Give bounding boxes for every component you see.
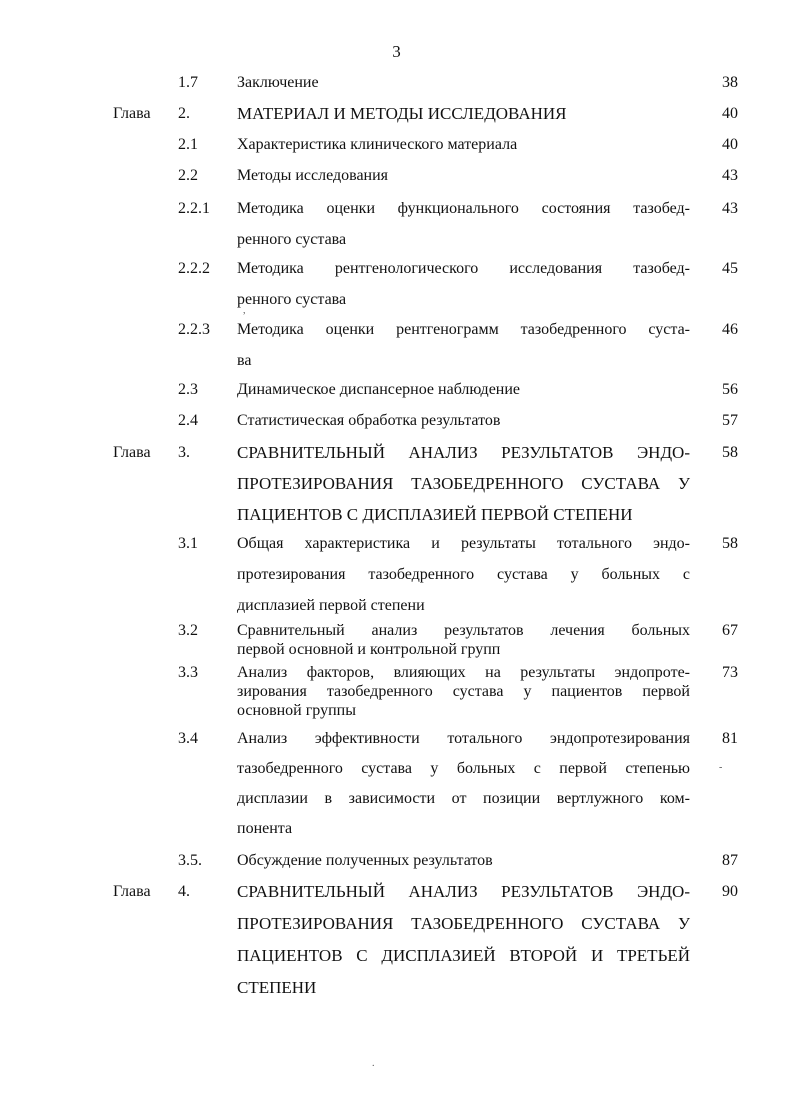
section-title xyxy=(237,253,690,315)
scan-mark: - xyxy=(719,762,723,773)
section-number: 3.5. xyxy=(178,852,202,869)
page-reference: 57 xyxy=(722,412,738,429)
section-number: 2.3 xyxy=(178,381,198,398)
section-title xyxy=(237,193,690,255)
chapter-prefix: Глава xyxy=(113,883,151,900)
section-number: 2.2.3 xyxy=(178,321,210,338)
page-reference: 45 xyxy=(722,260,738,277)
title-line: Анализ факторов, влияющих на результаты эндопроте- xyxy=(237,664,690,681)
title-line: Методика оценки рентгенограмм тазобедренного суста- xyxy=(237,321,690,338)
page-reference: 43 xyxy=(722,167,738,184)
section-number: 1.7 xyxy=(178,74,198,91)
section-title xyxy=(237,314,690,376)
section-number: 3.4 xyxy=(178,730,198,747)
title-line: дисплазией первой степени xyxy=(237,597,425,614)
page-reference: 58 xyxy=(722,535,738,552)
title-line: дисплазии в зависимости от позиции вертлужного ком- xyxy=(237,790,690,807)
page-reference: 40 xyxy=(722,136,738,153)
section-title xyxy=(237,130,690,160)
section-number: 2.4 xyxy=(178,412,198,429)
section-title xyxy=(237,68,690,98)
title-line: Статистическая обработка результатов xyxy=(237,412,501,429)
chapter-prefix: Глава xyxy=(113,444,151,461)
page-reference: 73 xyxy=(722,664,738,681)
title-line: Характеристика клинического материала xyxy=(237,136,518,153)
page-reference: 46 xyxy=(722,321,738,338)
title-line: ПРОТЕЗИРОВАНИЯ ТАЗОБЕДРЕННОГО СУСТАВА У xyxy=(237,914,690,933)
title-line: СРАВНИТЕЛЬНЫЙ АНАЛИЗ РЕЗУЛЬТАТОВ ЭНДО- xyxy=(237,882,690,901)
page-reference: 67 xyxy=(722,622,738,639)
title-line: Методика оценки функционального состояния тазобед- xyxy=(237,200,690,217)
section-title xyxy=(237,663,690,720)
section-title xyxy=(237,621,690,659)
title-line: понента xyxy=(237,820,293,837)
section-number: 3.2 xyxy=(178,622,198,639)
page-reference: 90 xyxy=(722,883,738,900)
title-line: ренного сустава xyxy=(237,231,347,248)
section-number: 2.2 xyxy=(178,167,198,184)
section-title xyxy=(237,528,690,621)
section-number: 3.1 xyxy=(178,535,198,552)
title-line: Методика рентгенологического исследования тазобед- xyxy=(237,260,690,277)
section-title xyxy=(237,876,690,1004)
title-line: ва xyxy=(237,352,252,369)
section-number: 4. xyxy=(178,883,190,900)
title-line: основной группы xyxy=(237,702,356,719)
scan-mark: . xyxy=(372,1058,375,1069)
title-line: первой основной и контрольной групп xyxy=(237,641,501,658)
page-reference: 81 xyxy=(722,730,738,747)
page-reference: 87 xyxy=(722,852,738,869)
title-line: МАТЕРИАЛ И МЕТОДЫ ИССЛЕДОВАНИЯ xyxy=(237,104,567,123)
section-number: 2.1 xyxy=(178,136,198,153)
title-line: ПАЦИЕНТОВ С ДИСПЛАЗИЕЙ ПЕРВОЙ СТЕПЕНИ xyxy=(237,505,633,524)
title-line: ПАЦИЕНТОВ С ДИСПЛАЗИЕЙ ВТОРОЙ И ТРЕТЬЕЙ xyxy=(237,946,690,965)
section-number: 3. xyxy=(178,444,190,461)
title-line: Методы исследования xyxy=(237,167,389,184)
section-title xyxy=(237,375,690,405)
title-line: Заключение xyxy=(237,74,319,91)
title-line: Анализ эффективности тотального эндопротезирования xyxy=(237,730,690,747)
section-title xyxy=(237,161,690,191)
section-number: 3.3 xyxy=(178,664,198,681)
section-title xyxy=(237,724,690,844)
section-number: 2. xyxy=(178,105,190,122)
page-reference: 43 xyxy=(722,200,738,217)
page-reference: 56 xyxy=(722,381,738,398)
section-title xyxy=(237,99,690,129)
title-line: СТЕПЕНИ xyxy=(237,978,317,997)
title-line: Динамическое диспансерное наблюдение xyxy=(237,381,521,398)
section-number: 2.2.2 xyxy=(178,260,210,277)
title-line: протезирования тазобедренного сустава у больных с xyxy=(237,566,690,583)
page-reference: 40 xyxy=(722,105,738,122)
chapter-prefix: Глава xyxy=(113,105,151,122)
title-line: ПРОТЕЗИРОВАНИЯ ТАЗОБЕДРЕННОГО СУСТАВА У xyxy=(237,474,690,493)
section-title xyxy=(237,846,690,876)
page-number: 3 xyxy=(392,42,401,61)
section-title xyxy=(237,437,690,530)
title-line: зирования тазобедренного сустава у пациентов первой xyxy=(237,683,690,700)
title-line: Обсуждение полученных результатов xyxy=(237,852,493,869)
page-reference: 58 xyxy=(722,444,738,461)
scan-mark: , xyxy=(243,305,246,316)
title-line: ренного сустава xyxy=(237,291,347,308)
title-line: Общая характеристика и результаты тотального эндо- xyxy=(237,535,690,552)
title-line: тазобедренного сустава у больных с первой степенью xyxy=(237,760,690,777)
page-reference: 38 xyxy=(722,74,738,91)
section-title xyxy=(237,406,690,436)
title-line: Сравнительный анализ результатов лечения больных xyxy=(237,622,690,639)
section-number: 2.2.1 xyxy=(178,200,210,217)
title-line: СРАВНИТЕЛЬНЫЙ АНАЛИЗ РЕЗУЛЬТАТОВ ЭНДО- xyxy=(237,443,690,462)
